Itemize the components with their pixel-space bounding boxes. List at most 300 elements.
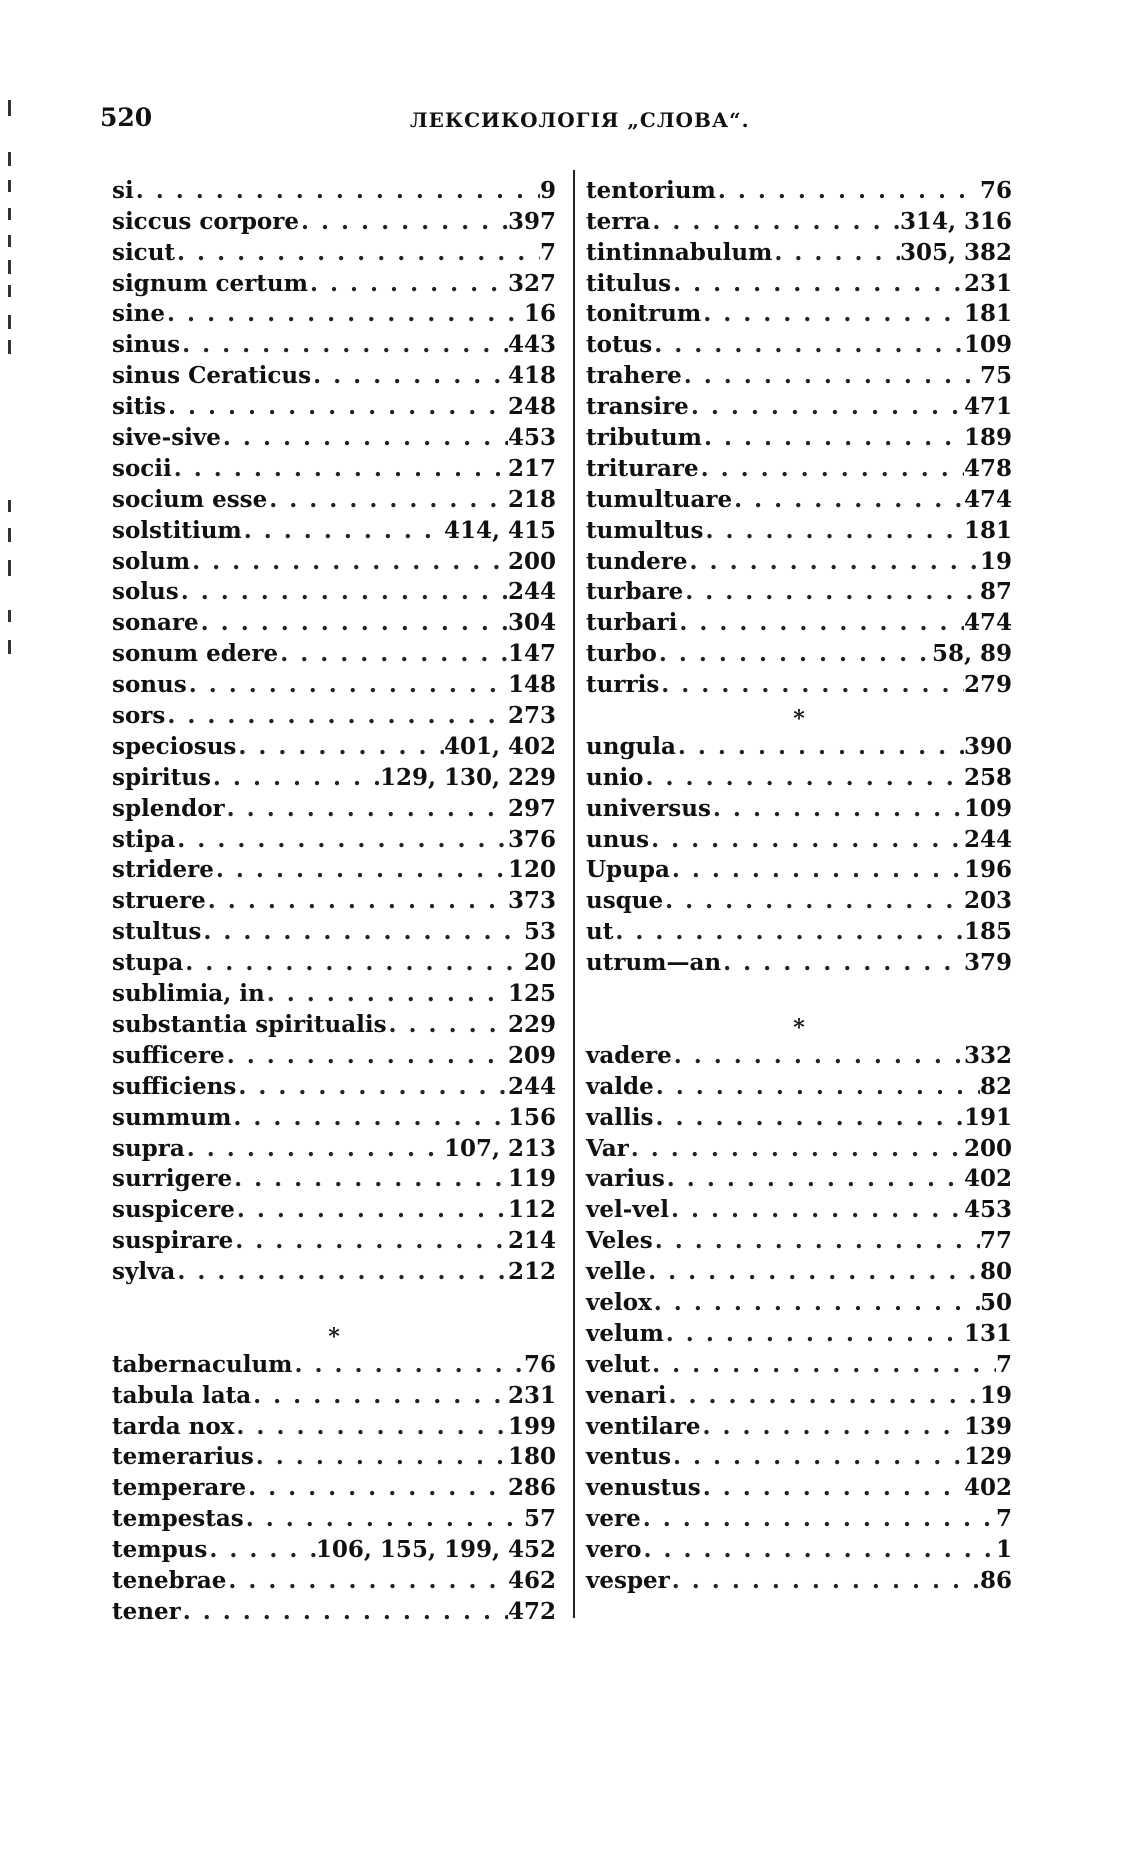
entry-pages: 139 [963, 1412, 1012, 1440]
index-entry [112, 173, 556, 204]
index-entry [112, 822, 556, 853]
entry-pages: 474 [963, 609, 1012, 637]
entry-pages: 106, 155, 199, 452 [315, 1536, 556, 1564]
entry-term: suspicere [112, 1196, 235, 1224]
dot-leader [671, 270, 964, 297]
dot-leader [234, 1413, 508, 1440]
entry-term: velox [586, 1288, 652, 1316]
entry-term: si [112, 176, 134, 204]
binding-mark [8, 180, 11, 192]
entry-pages: 87 [979, 578, 1012, 606]
entry-group [586, 729, 1012, 976]
entry-term: sine [112, 300, 166, 328]
index-entry [112, 791, 556, 822]
entry-group [112, 173, 556, 1285]
entry-pages: 76 [523, 1350, 556, 1378]
dot-leader [701, 1474, 964, 1501]
entry-term: ungula [586, 732, 676, 760]
entry-pages: 120 [507, 856, 556, 884]
entry-pages: 107, 213 [443, 1134, 556, 1162]
entry-term: unio [586, 763, 644, 791]
dot-leader [670, 1567, 980, 1594]
entry-term: ut [586, 918, 614, 946]
section-separator: * [793, 706, 805, 733]
dot-leader [652, 1289, 980, 1316]
index-entry [586, 1378, 1012, 1409]
entry-term: signum certum [112, 269, 308, 297]
entry-pages: 402 [963, 1474, 1012, 1502]
entry-pages: 82 [979, 1072, 1012, 1100]
entry-pages: 147 [507, 640, 556, 668]
dot-leader [267, 486, 508, 513]
index-entry [586, 327, 1012, 358]
entry-pages: 148 [507, 671, 556, 699]
entry-pages: 7 [539, 238, 556, 266]
entry-pages: 156 [507, 1103, 556, 1131]
dot-leader [236, 733, 444, 760]
entry-term: vero [586, 1536, 642, 1564]
index-entry [112, 235, 556, 266]
dot-leader [652, 331, 964, 358]
entry-term: ventilare [586, 1412, 701, 1440]
entry-term: Upupa [586, 856, 670, 884]
dot-leader [699, 455, 964, 482]
entry-term: tarda nox [112, 1412, 235, 1440]
entry-pages: 180 [507, 1443, 556, 1471]
entry-term: tempus [112, 1536, 208, 1564]
index-entry [112, 1594, 556, 1625]
dot-leader [175, 239, 540, 266]
entry-term: sublimia, in [112, 980, 265, 1008]
entry-group [112, 1347, 556, 1625]
entry-pages: 414, 415 [443, 516, 556, 544]
dot-leader [688, 548, 980, 575]
entry-pages: 279 [963, 671, 1012, 699]
entry-pages: 443 [507, 331, 556, 359]
dot-leader [670, 856, 964, 883]
index-entry [586, 1563, 1012, 1594]
dot-leader [732, 486, 964, 513]
dot-leader [664, 1320, 964, 1347]
index-entry [112, 1532, 556, 1563]
dot-leader [226, 1567, 508, 1594]
entry-term: vadere [586, 1041, 672, 1069]
index-entry [112, 1223, 556, 1254]
dot-leader [175, 1258, 508, 1285]
dot-leader [682, 362, 980, 389]
entry-pages: 248 [507, 393, 556, 421]
index-entry [112, 1162, 556, 1193]
dot-leader [629, 1135, 964, 1162]
index-entry [112, 1100, 556, 1131]
entry-pages: 217 [507, 454, 556, 482]
dot-leader [672, 1042, 964, 1069]
entry-pages: 273 [507, 702, 556, 730]
entry-term: tributum [586, 424, 702, 452]
index-entry [112, 1254, 556, 1285]
dot-leader [702, 424, 964, 451]
entry-term: velle [586, 1258, 647, 1286]
index-entry [112, 698, 556, 729]
index-entry [586, 883, 1012, 914]
index-entry [112, 1563, 556, 1594]
index-entry [586, 1038, 1012, 1069]
entry-pages: 231 [507, 1381, 556, 1409]
index-entry [112, 1038, 556, 1069]
dot-leader [671, 1443, 964, 1470]
dot-leader [641, 1536, 996, 1563]
binding-mark [8, 235, 11, 247]
index-entry [112, 605, 556, 636]
index-entry [586, 389, 1012, 420]
dot-leader [206, 887, 508, 914]
entry-term: sicut [112, 238, 176, 266]
entry-pages: 478 [963, 454, 1012, 482]
index-entry [586, 729, 1012, 760]
index-entry [112, 1131, 556, 1162]
dot-leader [716, 177, 980, 204]
index-entry [586, 575, 1012, 606]
index-entry [586, 1440, 1012, 1471]
entry-term: sors [112, 702, 166, 730]
entry-pages: 53 [523, 918, 556, 946]
index-entry [112, 914, 556, 945]
entry-term: turris [586, 671, 660, 699]
index-entry [586, 636, 1012, 667]
dot-leader [211, 764, 380, 791]
dot-leader [659, 671, 964, 698]
index-entry [586, 760, 1012, 791]
index-entry [586, 1254, 1012, 1285]
index-column-left [112, 173, 556, 1625]
dot-leader [721, 949, 964, 976]
binding-mark [8, 340, 11, 354]
entry-term: solstitium [112, 516, 242, 544]
index-entry [586, 945, 1012, 976]
entry-pages: 453 [963, 1196, 1012, 1224]
entry-pages: 462 [507, 1566, 556, 1594]
index-entry [112, 1007, 556, 1038]
running-head: ЛЕКСИКОЛОГІЯ „СЛОВА“. [410, 108, 750, 132]
entry-pages: 20 [523, 949, 556, 977]
entry-term: socium esse [112, 485, 268, 513]
index-entry [112, 575, 556, 606]
index-entry [586, 1223, 1012, 1254]
entry-term: stultus [112, 918, 202, 946]
entry-term: universus [586, 794, 711, 822]
dot-leader [650, 1351, 996, 1378]
dot-leader [235, 1196, 508, 1223]
dot-leader [649, 826, 964, 853]
entry-pages: 80 [979, 1258, 1012, 1286]
index-entry [586, 297, 1012, 328]
dot-leader [653, 1227, 980, 1254]
entry-term: surrigere [112, 1165, 233, 1193]
binding-mark [8, 500, 11, 512]
index-entry [112, 482, 556, 513]
dot-leader [201, 918, 524, 945]
entry-pages: 112 [507, 1196, 556, 1224]
entry-term: varius [586, 1165, 665, 1193]
dot-leader [179, 578, 508, 605]
dot-leader [175, 826, 508, 853]
index-entry [112, 667, 556, 698]
index-entry [586, 544, 1012, 575]
margin-binding-marks [8, 100, 68, 750]
entry-pages: 258 [963, 763, 1012, 791]
entry-pages: 181 [963, 516, 1012, 544]
entry-term: venustus [586, 1474, 701, 1502]
entry-term: splendor [112, 794, 225, 822]
index-entry [586, 1532, 1012, 1563]
entry-pages: 209 [507, 1041, 556, 1069]
entry-pages: 472 [507, 1597, 556, 1625]
entry-pages: 231 [963, 269, 1012, 297]
entry-term: velum [586, 1319, 664, 1347]
index-entry [112, 1501, 556, 1532]
entry-pages: 58, 89 [931, 640, 1012, 668]
entry-term: trahere [586, 362, 682, 390]
entry-pages: 376 [507, 825, 556, 853]
entry-pages: 75 [979, 362, 1012, 390]
entry-pages: 76 [979, 176, 1012, 204]
index-entry [112, 327, 556, 358]
index-entry [586, 1285, 1012, 1316]
entry-pages: 109 [963, 331, 1012, 359]
entry-term: tintinnabulum [586, 238, 773, 266]
entry-term: turbo [586, 640, 657, 668]
entry-pages: 402 [963, 1165, 1012, 1193]
entry-pages: 181 [963, 300, 1012, 328]
index-entry [586, 1131, 1012, 1162]
entry-pages: 212 [507, 1258, 556, 1286]
entry-term: sufficiens [112, 1072, 237, 1100]
entry-pages: 131 [963, 1319, 1012, 1347]
index-entry [586, 420, 1012, 451]
entry-pages: 19 [979, 1381, 1012, 1409]
dot-leader [165, 702, 508, 729]
dot-leader [172, 455, 508, 482]
entry-pages: 373 [507, 887, 556, 915]
page-number: 520 [100, 103, 153, 132]
entry-term: unus [586, 825, 650, 853]
index-entry [586, 513, 1012, 544]
entry-term: tempestas [112, 1505, 244, 1533]
entry-term: sonus [112, 671, 187, 699]
dot-leader [666, 1382, 980, 1409]
dot-leader [181, 1598, 508, 1625]
entry-term: vel-vel [586, 1196, 670, 1224]
dot-leader [677, 609, 964, 636]
dot-leader [180, 331, 508, 358]
dot-leader [641, 1505, 996, 1532]
entry-pages: 50 [979, 1288, 1012, 1316]
entry-pages: 189 [963, 424, 1012, 452]
entry-pages: 200 [507, 547, 556, 575]
entry-pages: 401, 402 [443, 732, 556, 760]
index-entry [112, 513, 556, 544]
entry-pages: 314, 316 [899, 207, 1012, 235]
index-entry [586, 1501, 1012, 1532]
entry-term: struere [112, 887, 206, 915]
dot-leader [613, 918, 964, 945]
entry-pages: 474 [963, 485, 1012, 513]
index-entry [586, 1470, 1012, 1501]
dot-leader [187, 671, 508, 698]
dot-leader [676, 733, 964, 760]
dot-leader [246, 1474, 508, 1501]
dot-leader [231, 1104, 508, 1131]
dot-leader [646, 1258, 980, 1285]
section-separator: * [328, 1323, 340, 1350]
index-entry [586, 1409, 1012, 1440]
entry-pages: 218 [507, 485, 556, 513]
entry-group [586, 173, 1012, 698]
dot-leader [644, 764, 964, 791]
entry-term: velut [586, 1350, 651, 1378]
index-entry [586, 791, 1012, 822]
entry-term: temerarius [112, 1443, 254, 1471]
entry-term: usque [586, 887, 664, 915]
index-entry [112, 1069, 556, 1100]
dot-leader [166, 393, 508, 420]
dot-leader [221, 424, 508, 451]
entry-term: tumultus [586, 516, 704, 544]
dot-leader [185, 1135, 444, 1162]
entry-term: sitis [112, 393, 166, 421]
entry-pages: 57 [523, 1505, 556, 1533]
index-entry [586, 1347, 1012, 1378]
entry-pages: 86 [979, 1566, 1012, 1594]
dot-leader [199, 609, 508, 636]
index-entry [112, 1409, 556, 1440]
entry-term: tentorium [586, 176, 716, 204]
index-entry [112, 883, 556, 914]
index-entry [112, 204, 556, 235]
index-entry [112, 729, 556, 760]
entry-term: Veles [586, 1227, 653, 1255]
entry-term: terra [586, 207, 651, 235]
entry-pages: 185 [963, 918, 1012, 946]
index-entry [586, 266, 1012, 297]
entry-pages: 244 [507, 578, 556, 606]
entry-term: tabula lata [112, 1381, 252, 1409]
binding-mark [8, 260, 11, 274]
entry-term: turbari [586, 609, 678, 637]
entry-pages: 16 [523, 300, 556, 328]
index-entry [586, 1316, 1012, 1347]
dot-leader [232, 1165, 508, 1192]
dot-leader [665, 1165, 964, 1192]
entry-pages: 7 [995, 1505, 1012, 1533]
index-entry [112, 451, 556, 482]
entry-term: substantia spiritualis [112, 1010, 387, 1038]
entry-pages: 397 [507, 207, 556, 235]
entry-term: transire [586, 393, 689, 421]
binding-mark [8, 640, 11, 654]
entry-pages: 390 [963, 732, 1012, 760]
entry-term: totus [586, 331, 653, 359]
dot-leader [311, 362, 508, 389]
dot-leader [242, 517, 444, 544]
entry-term: tumultuare [586, 485, 733, 513]
binding-mark [8, 152, 11, 166]
entry-term: sylva [112, 1258, 176, 1286]
index-entry [112, 358, 556, 389]
index-entry [112, 1440, 556, 1471]
dot-leader [657, 640, 932, 667]
dot-leader [683, 578, 980, 605]
entry-pages: 200 [963, 1134, 1012, 1162]
entry-term: temperare [112, 1474, 247, 1502]
index-entry [112, 636, 556, 667]
entry-pages: 229 [507, 1010, 556, 1038]
entry-pages: 379 [963, 949, 1012, 977]
entry-pages: 327 [507, 269, 556, 297]
entry-term: utrum—an [586, 949, 722, 977]
index-entry [112, 945, 556, 976]
index-entry [112, 266, 556, 297]
entry-pages: 471 [963, 393, 1012, 421]
entry-term: tener [112, 1597, 181, 1625]
binding-mark [8, 100, 11, 116]
index-column-right [586, 173, 1012, 1594]
index-entry [586, 1069, 1012, 1100]
dot-leader [650, 208, 900, 235]
index-entry [586, 235, 1012, 266]
entry-term: spiritus [112, 763, 211, 791]
entry-term: vesper [586, 1566, 670, 1594]
index-entry [586, 358, 1012, 389]
index-entry [586, 451, 1012, 482]
dot-leader [225, 1042, 508, 1069]
entry-term: stipa [112, 825, 176, 853]
binding-mark [8, 560, 11, 576]
entry-term: vere [586, 1505, 641, 1533]
binding-mark [8, 315, 11, 329]
index-entry [112, 976, 556, 1007]
entry-term: tundere [586, 547, 688, 575]
index-entry [112, 1378, 556, 1409]
dot-leader [700, 1413, 964, 1440]
entry-pages: 129, 130, 229 [379, 763, 556, 791]
index-entry [586, 667, 1012, 698]
entry-term: siccus corpore [112, 207, 300, 235]
entry-pages: 196 [963, 856, 1012, 884]
dot-leader [265, 980, 508, 1007]
entry-pages: 1 [995, 1536, 1012, 1564]
dot-leader [254, 1443, 508, 1470]
dot-leader [251, 1382, 508, 1409]
index-entry [586, 482, 1012, 513]
entry-pages: 244 [507, 1072, 556, 1100]
index-entry [586, 1192, 1012, 1223]
entry-pages: 125 [507, 980, 556, 1008]
entry-term: vallis [586, 1103, 654, 1131]
column-divider [573, 170, 575, 1618]
group-gap [586, 976, 1012, 1007]
dot-leader [233, 1227, 508, 1254]
entry-pages: 19 [979, 547, 1012, 575]
binding-mark [8, 528, 11, 542]
index-entry [586, 1100, 1012, 1131]
entry-term: suspirare [112, 1227, 234, 1255]
dot-leader [293, 1351, 524, 1378]
entry-term: sinus [112, 331, 181, 359]
dot-leader [689, 393, 964, 420]
dot-leader [701, 300, 964, 327]
entry-pages: 214 [507, 1227, 556, 1255]
